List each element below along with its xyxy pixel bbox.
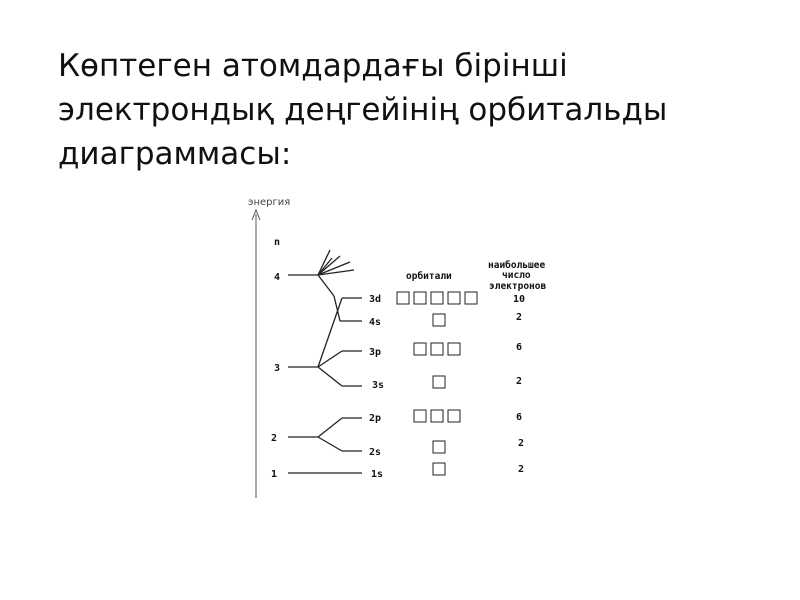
level-label-3: 3 — [274, 363, 281, 374]
sublevel-row-4s — [369, 312, 522, 328]
level-label-2: 2 — [271, 433, 278, 444]
max-electrons-value: 2 — [516, 376, 523, 387]
sublevel-label: 3p — [369, 347, 382, 358]
sublevel-label: 3s — [372, 380, 385, 391]
sublevel-row-3d — [369, 292, 525, 305]
max-electrons-value: 6 — [516, 342, 523, 353]
level-4-connector — [288, 250, 362, 321]
max-electrons-value: 10 — [513, 294, 526, 305]
energy-axis-label: энергия — [248, 197, 291, 208]
sublevel-row-3p — [369, 342, 522, 358]
orbital-box — [431, 343, 443, 355]
orbital-box — [431, 410, 443, 422]
max-electrons-value: 2 — [518, 438, 525, 449]
max-electrons-value: 6 — [516, 412, 523, 423]
max-electrons-header-line-3: электронов — [489, 281, 547, 292]
orbital-boxes — [397, 292, 477, 304]
sublevel-label: 4s — [369, 317, 382, 328]
title-line-3: диаграммасы: — [58, 136, 292, 172]
title-line-1: Көптеген атомдардағы бірінші — [58, 48, 568, 84]
sublevel-row-2s — [369, 438, 524, 458]
orbital-box — [414, 410, 426, 422]
sublevel-row-2p — [369, 410, 522, 424]
orbital-box — [433, 314, 445, 326]
title-line-2: электрондық деңгейінің орбитальды — [58, 92, 668, 128]
orbital-box — [433, 463, 445, 475]
orbital-box — [414, 343, 426, 355]
orbital-box — [433, 376, 445, 388]
orbital-box — [465, 292, 477, 304]
orbital-box — [433, 441, 445, 453]
orbital-box — [448, 343, 460, 355]
level-2-connector — [288, 418, 362, 451]
orbital-boxes — [414, 343, 460, 355]
orbital-boxes — [414, 410, 460, 422]
n-header: n — [274, 237, 281, 248]
max-electrons-header-line-1: наибольшее — [488, 260, 546, 271]
max-electrons-value: 2 — [518, 464, 525, 475]
orbital-box — [414, 292, 426, 304]
sublevel-label: 2s — [369, 447, 382, 458]
sublevel-label: 2p — [369, 413, 382, 424]
orbital-box — [397, 292, 409, 304]
max-electrons-value: 2 — [516, 312, 523, 323]
sublevel-label: 1s — [371, 469, 384, 480]
orbitals-header: орбитали — [406, 271, 452, 282]
level-3-connector — [288, 298, 362, 386]
level-label-4: 4 — [274, 272, 281, 283]
orbital-box — [431, 292, 443, 304]
level-label-1: 1 — [271, 469, 278, 480]
sublevel-row-1s — [371, 463, 524, 480]
orbital-box — [448, 410, 460, 422]
orbital-box — [448, 292, 460, 304]
sublevel-row-3s — [372, 376, 522, 391]
max-electrons-header-line-2: число — [502, 270, 531, 281]
sublevel-label: 3d — [369, 294, 382, 305]
